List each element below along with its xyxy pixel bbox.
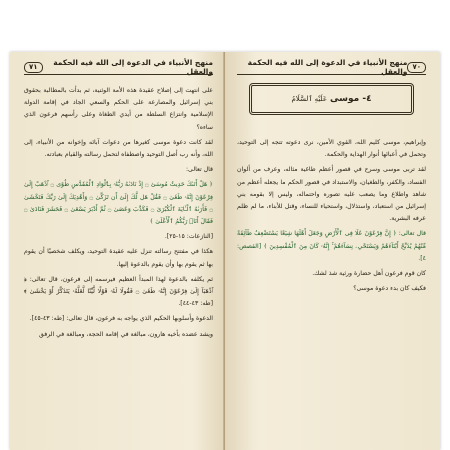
right-page [225, 52, 440, 450]
chapter-honorific: عَلَيْهِ ٱلسَّلَامُ [291, 95, 328, 103]
chapter-title: ٤- موسى [330, 94, 372, 104]
right-page-header [237, 60, 426, 75]
left-page-body [24, 85, 213, 341]
paragraph: هكذا في مفتتح رسالته تنزل عليه عقيدة التوحيد، ويكلف شخصيًا أن يقوم بها ثم يقوم بها وأن يقوم بالدعوة إليها. [24, 248, 213, 268]
paragraph: قال تعالى: [185, 166, 213, 174]
right-page-body [237, 137, 426, 295]
quran-verse: قال تعالى: ﴿ إِنَّ فِرْعَوْنَ عَلَا فِى ٱلْأَرْضِ وَجَعَلَ أَهْلَهَا شِيَعًا يَسْتَضْعِفُ طَآئِفَةً مِّنْهُمْ يُذَبِّحُ أَبْنَآءَهُمْ وَيَسْتَحْىِۦ نِسَآءَهُمْ ۚ إِنَّهُۥ كَانَ مِنَ ٱلْمُفْسِدِينَ ﴾ [القصص: ٤]. [237, 230, 426, 262]
paragraph: فكيف كان بدء دعوة موسى؟ [353, 285, 426, 293]
left-header-title: منهج الأنبياء في الدعوة إلى الله فيه الحكمة والعقل [53, 58, 213, 76]
paragraph: ثم يكلفه بالدعوة لهذا المبدأ العظيم فيرسمه إلى فرعون، قال تعالى: ﴿ ٱذْهَبَآ إِلَىٰ فِرْعَوْنَ إِنَّهُۥ طَغَىٰ ۝ فَقُولَا لَهُۥ قَوْلًا لَّيِّنًا لَّعَلَّهُۥ يَتَذَكَّرُ أَوْ يَخْشَىٰ ﴾ [طه: ٤٣-٤٤]. [24, 275, 213, 308]
left-page-number: ٧١ [24, 62, 43, 73]
paragraph: الدعوة وأسلوبها الحكيم الذي يواجه به فرعون، قال تعالى: [طه: ٤٣-٤٥]. [29, 315, 213, 323]
right-page-number: ٧٠ [407, 62, 426, 73]
left-page-header [24, 60, 213, 75]
paragraph: كان قوم فرعون أهل حضارة ورثية شذ لشك. [312, 270, 426, 278]
paragraph: على انتهت إلى إصلاح عقيدة هذه الأمة الوثنية، ثم بدأت بالمطالبة بحقوق بني إسرائيل والمصارعة على الحكم والسعي الجاد في إقامة الدولة الإسلامية وانتزاع السلطة من أيدي الطغاة وعلى رأسهم فرعون الذي ساءه؟ [24, 87, 213, 131]
right-header-title: منهج الأنبياء في الدعوة إلى الله فيه الحكمة والعقل [247, 58, 408, 76]
book-spread [10, 52, 440, 450]
quran-verse: ﴿ هَلْ أَتَىٰكَ حَدِيثُ مُوسَىٰٓ ۝ إِذْ نَادَىٰهُ رَبُّهُۥ بِٱلْوَادِ ٱلْمُقَدَّسِ طُوًى ۝ ٱذْهَبْ إِلَىٰ فِرْعَوْنَ إِنَّهُۥ طَغَىٰ ۝ فَقُلْ هَل لَّكَ إِلَىٰٓ أَن تَزَكَّىٰ ۝ وَأَهْدِيَكَ إِلَىٰ رَبِّكَ فَتَخْشَىٰ ۝ فَأَرَىٰهُ ٱلْـَٔايَةَ ٱلْكُبْرَىٰ ۝ فَكَذَّبَ وَعَصَىٰ ۝ ثُمَّ أَدْبَرَ يَسْعَىٰ ۝ فَحَشَرَ فَنَادَىٰ ۝ فَقَالَ أَنَا۠ رَبُّكُمُ ٱلْأَعْلَىٰ ﴾ [24, 181, 214, 226]
chapter-title-box [251, 85, 412, 113]
paragraph: ويشد عضده بأخيه هارون، مبالغة في إقامة الحجة، ومبالغة في الرفق [39, 330, 213, 338]
paragraph: لقد كانت دعوة موسى كغيرها من دعوات آبائه وإخوانه من الأنبياء، إلى الله، وأنه رب أصل التوحيد واصطفاه لتحمل رسالته والقيام بعبادته. [24, 138, 213, 159]
verse-reference: [النازعات: ١٥-٢٥]. [164, 233, 213, 241]
paragraph: لقد تربى موسى وسرح في قصور أعظم طاغية مثاله، وعرف من ألوان الفساد، والكفر، والطغيان، والاستبداد في قصور الحكم ما يجعله أعظم من شاهد واطلاع وما يصعب عليه تصوره واحتماله، وليس إلا بقومه بني إسرائيل من استعباد، واستذلال، واستحياء للنساء، وقتل للأبناء، ما لم ظلم عرفه البشرية. [237, 166, 426, 223]
left-page [10, 52, 225, 450]
paragraph: وإبراهيم، موسى كليم الله، القوي الأمين، نرى دعوته تتجه إلى التوحيد، وتحمل في أعبائها أنوار الهداية والحكمة. [237, 139, 426, 159]
